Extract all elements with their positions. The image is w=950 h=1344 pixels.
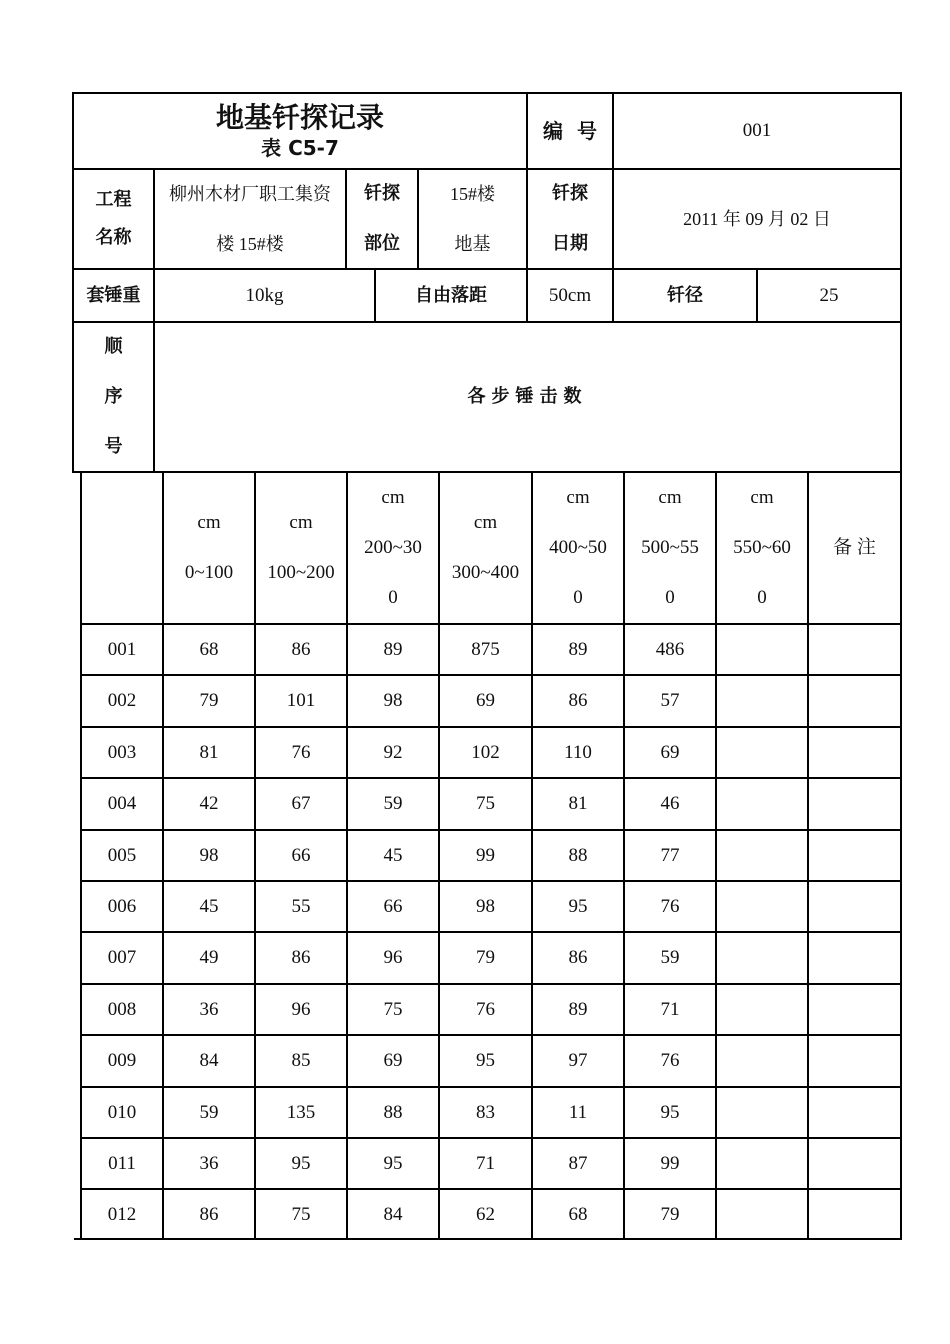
probe-date-value: 2011 年 09 月 02 日 <box>683 209 831 229</box>
blow-count-cell: 875 <box>471 638 500 660</box>
column-header-line: 400~50 <box>549 537 607 558</box>
remark-cell <box>809 1088 900 1137</box>
column-header-line: 0 <box>388 587 398 608</box>
blow-count-cell: 98 <box>199 844 219 866</box>
sequence-label <box>74 323 153 471</box>
blow-count-cell: 86 <box>568 946 588 968</box>
column-header-line: cm <box>566 487 590 508</box>
blow-count-cell: 81 <box>568 792 588 814</box>
blow-count-cell: 86 <box>291 638 311 660</box>
free-drop-label: 自由落距 <box>415 284 487 306</box>
column-header <box>256 473 346 623</box>
blow-count-cell <box>717 728 807 777</box>
remark-cell <box>809 985 900 1034</box>
blow-count-cell: 486 <box>655 638 685 660</box>
blow-count-cell: 81 <box>199 741 219 763</box>
label-line: 号 <box>104 436 123 457</box>
remark-cell <box>809 728 900 777</box>
column-header-line: cm <box>197 512 221 533</box>
blow-count-cell: 69 <box>476 689 495 711</box>
blow-count-cell: 59 <box>660 946 680 968</box>
row-id: 007 <box>107 946 137 968</box>
probe-date-label <box>528 170 612 268</box>
blow-count-cell: 45 <box>383 844 403 866</box>
value-line: 柳州木材厂职工集资 <box>169 184 331 204</box>
row-id: 011 <box>108 1152 136 1174</box>
blow-count-cell: 89 <box>383 638 403 660</box>
blow-count-cell: 95 <box>383 1152 403 1174</box>
blow-count-cell: 59 <box>199 1101 219 1123</box>
blow-count-cell: 96 <box>291 998 311 1020</box>
blow-count-cell: 79 <box>660 1203 680 1225</box>
blow-count-cell: 135 <box>286 1101 316 1123</box>
blow-count-cell: 36 <box>199 998 219 1020</box>
value-line: 楼 15#楼 <box>216 234 284 254</box>
label-line: 名称 <box>95 227 132 248</box>
remark-cell <box>809 676 900 725</box>
blow-count-cell <box>717 1088 807 1137</box>
blow-count-cell: 88 <box>568 844 588 866</box>
blow-count-cell: 86 <box>568 689 588 711</box>
remark-cell <box>809 779 900 828</box>
column-header <box>717 473 807 623</box>
column-header <box>533 473 623 623</box>
form-code: 表 C5-7 <box>261 136 339 160</box>
blow-count-cell: 59 <box>383 792 403 814</box>
rule <box>900 92 902 1240</box>
blow-count-cell: 68 <box>199 638 219 660</box>
blow-count-cell <box>717 1139 807 1188</box>
blow-count-cell: 89 <box>568 638 588 660</box>
blow-count-cell <box>717 676 807 725</box>
row-id: 008 <box>107 998 137 1020</box>
column-header-line: 100~200 <box>267 562 335 583</box>
blow-count-cell: 98 <box>383 689 403 711</box>
column-header-line: cm <box>750 487 774 508</box>
blow-count-cell: 86 <box>291 946 311 968</box>
remark-cell <box>809 1036 900 1085</box>
rod-diameter-label: 钎径 <box>667 284 703 306</box>
blow-count-cell: 69 <box>383 1049 403 1071</box>
number-value: 001 <box>742 120 772 141</box>
blow-count-cell: 96 <box>383 946 403 968</box>
probe-part-value <box>419 170 526 268</box>
blow-count-cell: 86 <box>199 1203 219 1225</box>
value-line: 地基 <box>454 234 491 254</box>
rod-diameter-value: 25 <box>819 284 839 306</box>
remark-header: 备 注 <box>833 537 876 558</box>
blow-count-cell: 71 <box>476 1152 495 1174</box>
row-id: 009 <box>107 1049 137 1071</box>
blow-count-cell: 95 <box>291 1152 311 1174</box>
row-id: 012 <box>107 1203 137 1225</box>
remark-cell <box>809 831 900 880</box>
column-header-line: cm <box>658 487 682 508</box>
blow-count-cell: 87 <box>568 1152 588 1174</box>
label-line: 顺 <box>104 336 123 357</box>
blow-count-cell <box>717 1036 807 1085</box>
project-name-value <box>155 170 345 268</box>
column-header-line: 0 <box>757 587 767 608</box>
column-header-line: cm <box>289 512 313 533</box>
blow-count-cell: 75 <box>383 998 403 1020</box>
blow-count-cell: 46 <box>660 792 680 814</box>
value-line: 15#楼 <box>450 184 495 204</box>
column-header-line: 200~30 <box>364 537 422 558</box>
column-header-line: 300~400 <box>451 562 520 583</box>
probe-part-label <box>347 170 417 268</box>
blow-count-cell: 71 <box>660 998 680 1020</box>
label-line: 钎探 <box>364 183 400 204</box>
blow-count-cell: 76 <box>476 998 495 1020</box>
column-header-line: cm <box>381 487 405 508</box>
blow-count-cell: 36 <box>199 1152 219 1174</box>
blow-count-cell: 67 <box>291 792 311 814</box>
blow-count-cell: 76 <box>660 895 680 917</box>
remark-cell <box>809 625 900 674</box>
blow-count-cell: 85 <box>291 1049 311 1071</box>
blow-count-cell <box>717 933 807 982</box>
row-id: 010 <box>107 1101 137 1123</box>
blow-count-cell: 69 <box>660 741 680 763</box>
title-block <box>74 94 526 168</box>
blow-count-cell: 79 <box>476 946 495 968</box>
blow-count-cell: 84 <box>383 1203 403 1225</box>
blow-count-cell: 77 <box>660 844 680 866</box>
row-id: 005 <box>107 844 137 866</box>
column-header-line: cm <box>473 512 498 533</box>
column-header-line: 550~60 <box>733 537 791 558</box>
blow-count-cell: 98 <box>476 895 495 917</box>
blow-count-cell: 110 <box>564 741 592 763</box>
row-id: 001 <box>107 638 137 660</box>
blow-count-cell <box>717 1190 807 1239</box>
blow-count-cell: 99 <box>476 844 495 866</box>
remark-cell <box>809 933 900 982</box>
label-line: 工程 <box>95 189 132 210</box>
remark-cell <box>809 1139 900 1188</box>
blow-count-cell: 76 <box>660 1049 680 1071</box>
blow-count-cell: 66 <box>383 895 403 917</box>
column-header <box>625 473 715 623</box>
blow-count-cell: 88 <box>383 1101 403 1123</box>
column-header <box>440 473 531 623</box>
label-line: 日期 <box>552 233 588 254</box>
row-id: 006 <box>107 895 137 917</box>
blow-count-cell: 95 <box>568 895 588 917</box>
project-name-label <box>74 170 153 268</box>
blow-count-cell: 89 <box>568 998 588 1020</box>
blow-count-cell: 101 <box>286 689 316 711</box>
column-header-line: 500~55 <box>641 537 699 558</box>
column-header-line: 0 <box>573 587 583 608</box>
blow-count-cell: 102 <box>471 741 500 763</box>
blow-count-cell: 66 <box>291 844 311 866</box>
column-header-line: 0~100 <box>184 562 234 583</box>
blow-count-cell <box>717 985 807 1034</box>
blow-count-cell: 42 <box>199 792 219 814</box>
blow-count-cell: 97 <box>568 1049 588 1071</box>
blow-count-cell: 45 <box>199 895 219 917</box>
blow-count-cell <box>717 779 807 828</box>
blow-count-cell: 79 <box>199 689 219 711</box>
blow-count-cell: 92 <box>383 741 403 763</box>
remark-cell <box>809 1190 900 1239</box>
column-header <box>164 473 254 623</box>
blow-count-cell: 11 <box>568 1101 588 1123</box>
remark-cell <box>809 882 900 931</box>
blow-count-cell: 95 <box>476 1049 495 1071</box>
blow-count-cell <box>717 831 807 880</box>
row-id: 002 <box>107 689 137 711</box>
blow-count-cell: 83 <box>476 1101 495 1123</box>
row-id: 004 <box>107 792 137 814</box>
label-line: 部位 <box>364 233 400 254</box>
blow-count-cell: 95 <box>660 1101 680 1123</box>
hammer-weight-value: 10kg <box>245 284 284 306</box>
blow-count-cell: 75 <box>291 1203 311 1225</box>
blow-count-cell: 55 <box>291 895 311 917</box>
blow-count-cell: 68 <box>568 1203 588 1225</box>
blow-counts-header: 各步锤击数 <box>467 386 588 407</box>
column-header <box>348 473 438 623</box>
blow-count-cell: 84 <box>199 1049 219 1071</box>
column-header-line: 0 <box>665 587 675 608</box>
label-line: 钎探 <box>552 183 588 204</box>
number-label: 编 号 <box>543 119 597 143</box>
free-drop-value: 50cm <box>548 284 592 306</box>
blow-count-cell: 76 <box>291 741 311 763</box>
blow-count-cell: 75 <box>476 792 495 814</box>
blow-count-cell <box>717 625 807 674</box>
blow-count-cell: 62 <box>476 1203 495 1225</box>
blow-count-cell: 49 <box>199 946 219 968</box>
blow-count-cell <box>717 882 807 931</box>
label-line: 序 <box>104 386 123 407</box>
row-id: 003 <box>107 741 137 763</box>
hammer-weight-label: 套锤重 <box>86 284 141 306</box>
blow-count-cell: 57 <box>660 689 680 711</box>
blow-count-cell: 99 <box>660 1152 680 1174</box>
page-title: 地基钎探记录 <box>215 101 384 134</box>
